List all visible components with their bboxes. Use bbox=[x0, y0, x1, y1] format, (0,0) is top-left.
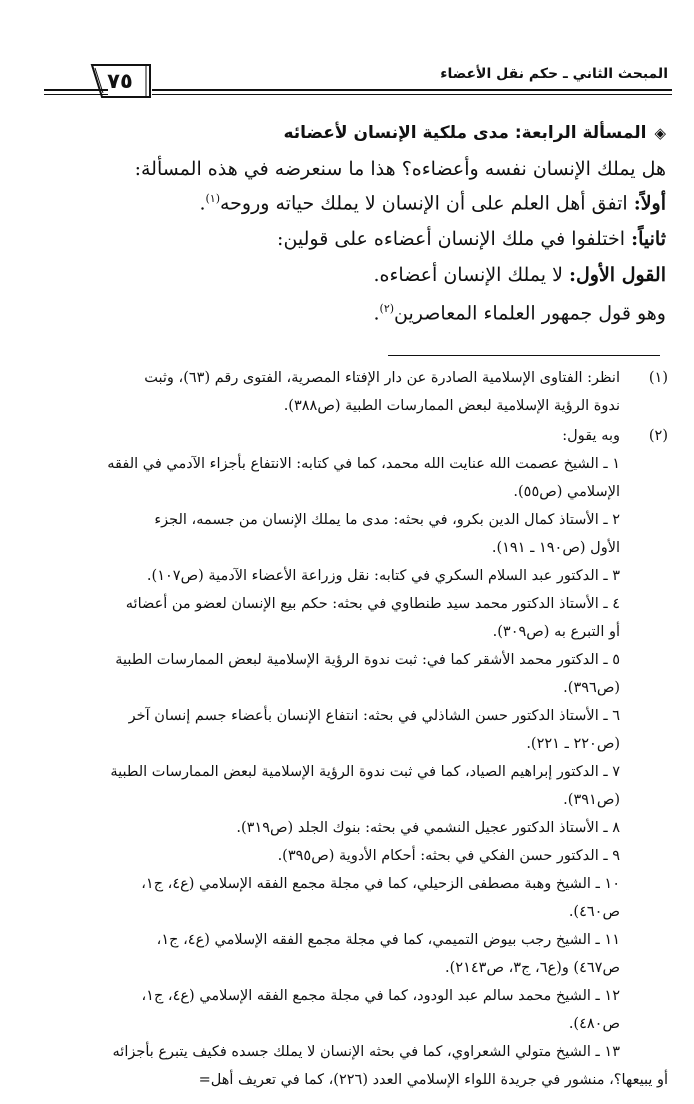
header-rule bbox=[152, 89, 672, 91]
body-line-5: وهو قول جمهور العلماء المعاصرين$^{(٢)}$. bbox=[373, 302, 666, 325]
footnote-2-intro: وبه يقول: bbox=[562, 428, 620, 444]
footnote-line: ٢ ـ الأستاذ كمال الدين بكرو، في بحثه: مدى ما يملك الإنسان من جسمه، الجزء bbox=[154, 512, 620, 528]
footnote-ref-2[interactable]: (٢) bbox=[379, 302, 395, 315]
footnote-line: ١٣ ـ الشيخ متولي الشعراوي، كما في بحثه الإنسان لا يملك جسده فكيف يتبرع بأجزائه bbox=[112, 1044, 620, 1060]
page-number: ٧٥ bbox=[107, 69, 133, 93]
footnote-line: ١٠ ـ الشيخ وهبة مصطفى الزحيلي، كما في مجلة مجمع الفقه الإسلامي (ع٤، ج١، bbox=[141, 876, 620, 892]
footnote-ref-1[interactable]: (١) bbox=[205, 192, 220, 205]
label-first: أولاً: bbox=[633, 192, 666, 215]
label-second: ثانياً: bbox=[631, 228, 666, 250]
footnote-line: (ص٢٢٠ ـ ٢٢١). bbox=[526, 736, 620, 752]
footnote-1-line-1: انظر: الفتاوى الإسلامية الصادرة عن دار الإفتاء المصرية، الفتوى رقم (٦٣)، وثبت bbox=[144, 370, 620, 386]
footnote-line: ٩ ـ الدكتور حسن الفكي في بحثه: أحكام الأدوية (ص٣٩٥). bbox=[277, 848, 620, 864]
section-heading-label: المسألة الرابعة: مدى ملكية الإنسان لأعضائه bbox=[283, 123, 647, 143]
footnote-line: ٤ ـ الأستاذ الدكتور محمد سيد طنطاوي في بحثه: حكم بيع الإنسان لعضو من أعضائه bbox=[125, 596, 620, 612]
footnote-line: ص٤٦٠). bbox=[568, 904, 620, 920]
footnote-line: ١٢ ـ الشيخ محمد سالم عبد الودود، كما في مجلة مجمع الفقه الإسلامي (ع٤، ج١، bbox=[141, 988, 620, 1004]
footnote-line: الأول (ص١٩٠ ـ ١٩١). bbox=[491, 540, 620, 556]
footnote-line: أو التبرع به (ص٣٠٩). bbox=[492, 624, 620, 640]
footnote-line: ١١ ـ الشيخ رجب بيوض التميمي، كما في مجلة مجمع الفقه الإسلامي (ع٤، ج١، bbox=[156, 932, 620, 948]
footnote-number-1: (١) bbox=[648, 370, 668, 386]
footnote-separator bbox=[388, 355, 660, 356]
footnote-line: ص٤٦٧) و(ع٦، ج٣، ص٢١٤٣). bbox=[445, 960, 620, 976]
footnote-line: ٣ ـ الدكتور عبد السلام السكري في كتابه: نقل وزراعة الأعضاء الآدمية (ص١٠٧). bbox=[146, 568, 620, 584]
footnote-line: (ص٣٩٦). bbox=[563, 680, 620, 696]
footnote-line: ٨ ـ الأستاذ الدكتور عجيل النشمي في بحثه: بنوك الجلد (ص٣١٩). bbox=[236, 820, 620, 836]
header-rule-thin bbox=[152, 94, 672, 95]
footnote-line: (ص٣٩١). bbox=[563, 792, 620, 808]
body-line-2: أولاً: اتفق أهل العلم على أن الإنسان لا يملك حياته وروحه$^{(١)}$. bbox=[199, 192, 666, 215]
footnote-line: ١ ـ الشيخ عصمت الله عنايت الله محمد، كما في كتابه: الانتفاع بأجزاء الآدمي في الفقه bbox=[107, 456, 620, 472]
footnote-line: ٦ ـ الأستاذ الدكتور حسن الشاذلي في بحثه: انتفاع الإنسان بأعضاء جسم إنسان آخر bbox=[128, 708, 620, 724]
footnote-line: الإسلامي (ص٥٥). bbox=[513, 484, 620, 500]
section-heading bbox=[283, 123, 666, 143]
diamond-icon: ◈ bbox=[654, 124, 666, 142]
body-line-3: ثانياً: اختلفوا في ملك الإنسان أعضاءه على قولين: bbox=[277, 228, 666, 250]
label-first-opinion: القول الأول: bbox=[568, 264, 666, 286]
footnote-line: أو يبيعها؟، منشور في جريدة اللواء الإسلامي العدد (٢٢٦)، كما في تعريف أهل= bbox=[198, 1072, 668, 1088]
body-line-1: هل يملك الإنسان نفسه وأعضاءه؟ هذا ما سنعرضه في هذه المسألة: bbox=[134, 158, 666, 180]
footnote-line: ص٤٨٠). bbox=[568, 1016, 620, 1032]
footnote-1-line-2: ندوة الرؤية الإسلامية لبعض الممارسات الطبية (ص٣٨٨). bbox=[283, 398, 620, 414]
running-header: المبحث الثاني ـ حكم نقل الأعضاء bbox=[440, 66, 668, 82]
body-line-4: القول الأول: لا يملك الإنسان أعضاءه. bbox=[373, 264, 666, 286]
footnote-line: ٥ ـ الدكتور محمد الأشقر كما في: ثبت ندوة الرؤية الإسلامية لبعض الممارسات الطبية bbox=[115, 652, 620, 668]
footnote-number-2: (٢) bbox=[648, 428, 668, 444]
footnote-line: ٧ ـ الدكتور إبراهيم الصياد، كما في ثبت ندوة الرؤية الإسلامية لبعض الممارسات الطبية bbox=[110, 764, 620, 780]
